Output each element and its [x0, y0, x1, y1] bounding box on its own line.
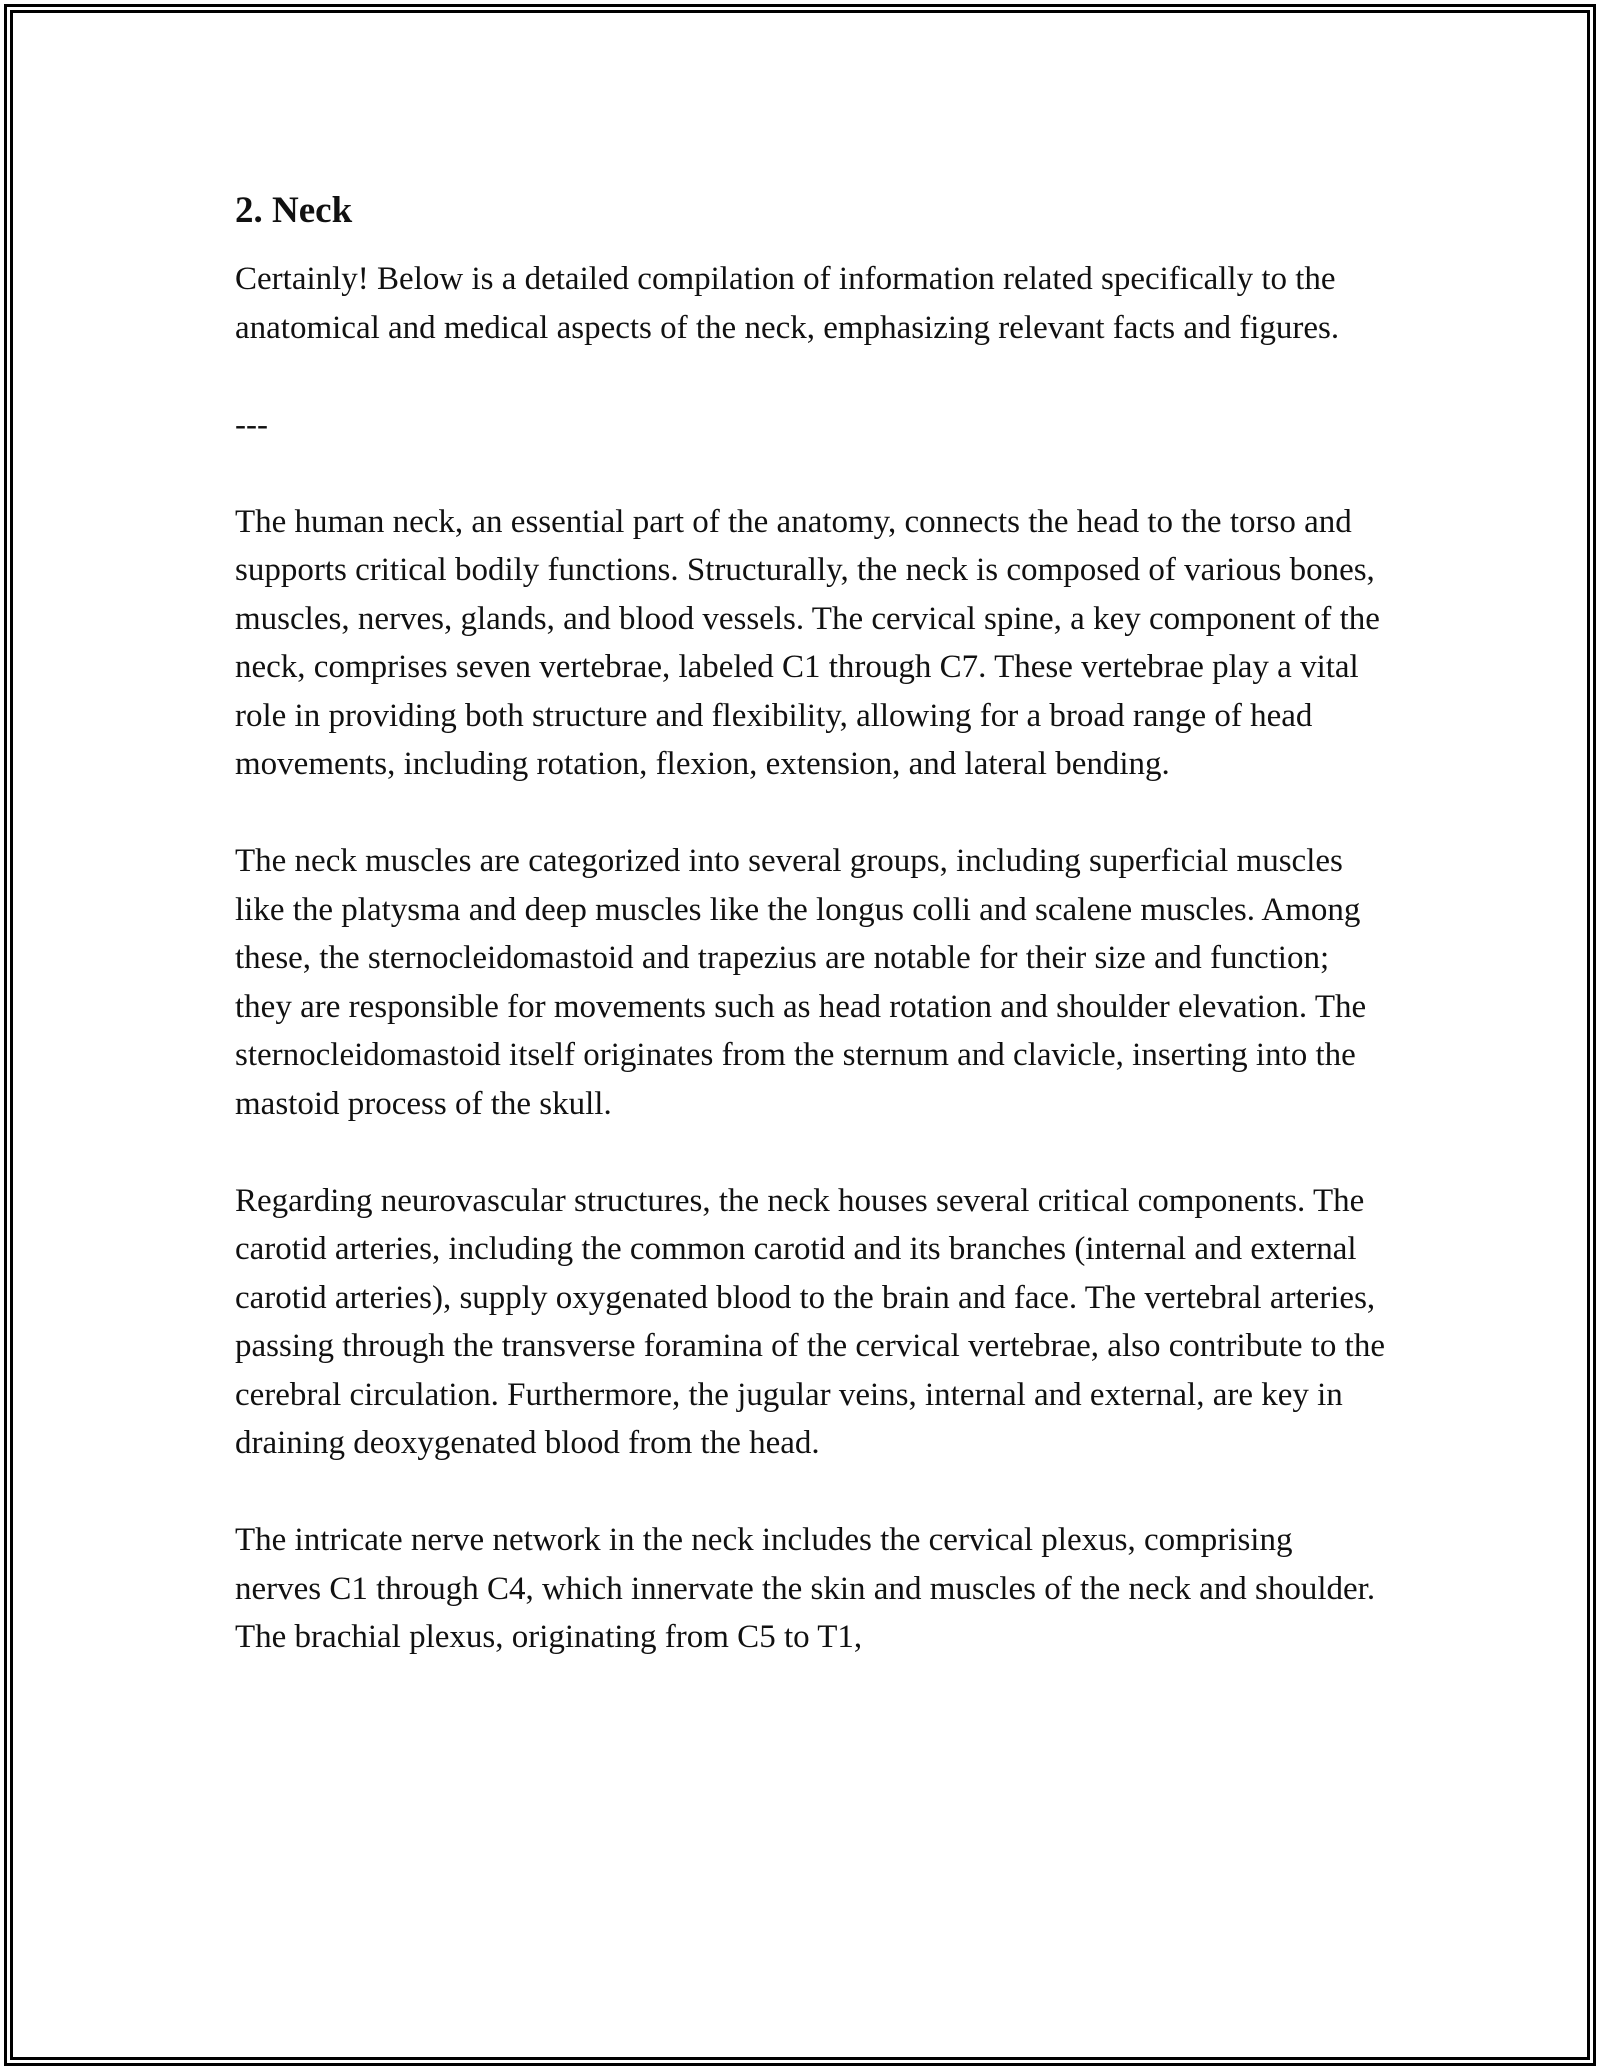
section-heading: 2. Neck — [235, 190, 353, 231]
document-body — [235, 185, 1385, 1710]
intro-paragraph: Certainly! Below is a detailed compilation of information related specifically to the anatomical and medical aspects of the neck, emphasizing relevant facts and figures. — [235, 261, 1340, 346]
paragraph-neck-muscles: The neck muscles are categorized into several groups, including superficial muscles like the platysma and deep muscles like the longus colli and scalene muscles. Among these, the sternocleidomastoid and trapezius are notable for their size and function; they are responsible for movements such as head rotation and shoulder elevation. The sternocleidomastoid itself originates from the sternum and clavicle, inserting into the mastoid process of the skull. — [235, 843, 1367, 1122]
paragraph-nerve-network: The intricate nerve network in the neck includes the cervical plexus, comprising nerves C1 through C4, which innervate the skin and muscles of the neck and shoulder. The brachial plexus, originating from C5 to T1, — [235, 1522, 1376, 1655]
paragraph-anatomy-overview: The human neck, an essential part of the anatomy, connects the head to the torso and supports critical bodily functions. Structurally, the neck is composed of various bones, muscles, nerves, glands, and blood vessels. The cervical spine, a key component of the neck, comprises seven vertebrae, labeled C1 through C7. These vertebrae play a vital role in providing both structure and flexibility, allowing for a broad range of head movements, including rotation, flexion, extension, and lateral bending. — [235, 503, 1380, 782]
paragraph-neurovascular: Regarding neurovascular structures, the neck houses several critical components. The carotid arteries, including the common carotid and its branches (internal and external carotid arteries), supply oxygenated blood to the brain and face. The vertebral arteries, passing through the transverse foramina of the cervical vertebrae, also contribute to the cerebral circulation. Furthermore, the jugular veins, internal and external, are key in draining deoxygenated blood from the head. — [235, 1182, 1385, 1461]
separator: --- — [235, 406, 268, 443]
